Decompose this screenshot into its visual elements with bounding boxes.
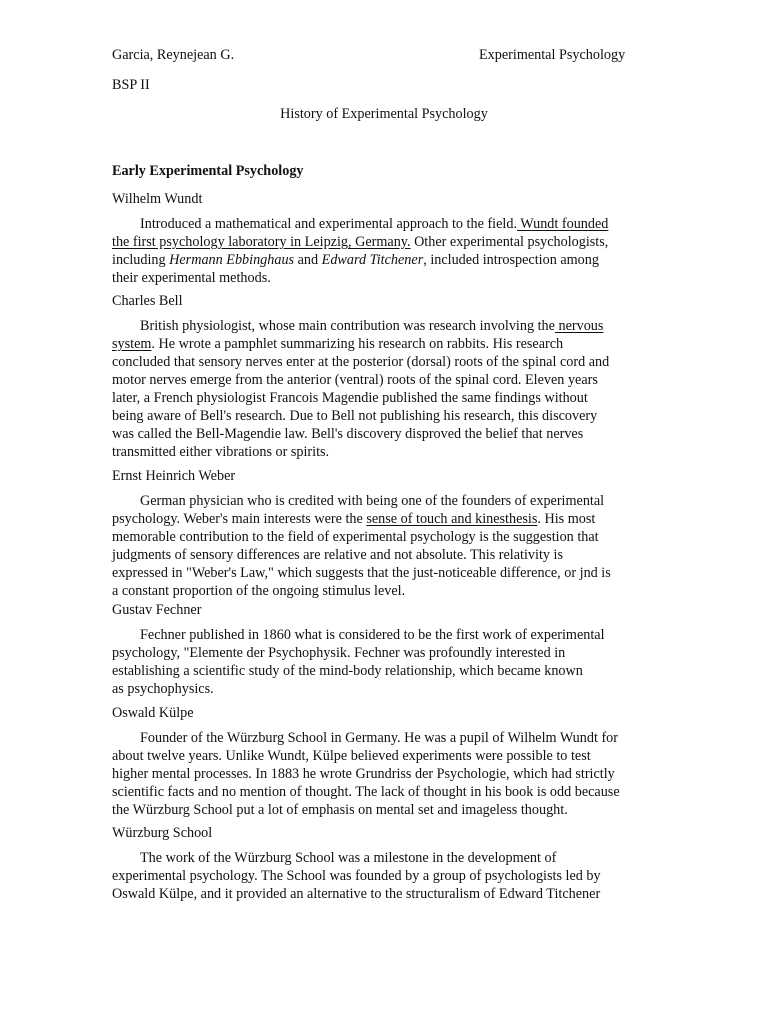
paragraph-line: expressed in "Weber's Law," which suggests that the just-noticeable difference, or jnd is — [112, 565, 611, 581]
paragraph-line: transmitted either vibrations or spirits. — [112, 444, 330, 460]
entry-paragraph-wundt — [112, 215, 657, 287]
paragraph-line: scientific facts and no mention of thought. The lack of thought in his book is odd because — [112, 784, 620, 800]
paragraph-line: concluded that sensory nerves enter at the posterior (dorsal) roots of the spinal cord and — [112, 354, 610, 370]
entry-paragraph-weber — [112, 492, 657, 600]
entry-paragraph-wurzburg — [112, 849, 657, 903]
paragraph-line: British physiologist, whose main contribution was research involving the nervous — [140, 318, 604, 334]
entry-paragraph-kulpe — [112, 729, 657, 819]
paragraph-line: experimental psychology. The School was founded by a group of psychologists led by — [112, 868, 601, 884]
paragraph-line: was called the Bell-Magendie law. Bell's discovery disproved the belief that nerves — [112, 426, 584, 442]
document-title: History of Experimental Psychology — [280, 106, 488, 122]
paragraph-line: Introduced a mathematical and experimental approach to the field. Wundt founded — [140, 216, 609, 232]
author-name: Garcia, Reynejean G. — [112, 47, 235, 63]
paragraph-line: being aware of Bell's research. Due to Bell not publishing his research, this discovery — [112, 408, 598, 424]
paragraph-line: the first psychology laboratory in Leipzig, Germany. Other experimental psychologists, — [112, 234, 609, 250]
paragraph-line: judgments of sensory differences are relative and not absolute. This relativity is — [112, 547, 563, 563]
paragraph-line: Founder of the Würzburg School in Germany. He was a pupil of Wilhelm Wundt for — [140, 730, 618, 746]
paragraph-line: German physician who is credited with being one of the founders of experimental — [140, 493, 605, 509]
paragraph-line: their experimental methods. — [112, 270, 271, 286]
paragraph-line: later, a French physiologist Francois Magendie published the same findings without — [112, 390, 588, 406]
section-heading: Early Experimental Psychology — [112, 163, 304, 179]
entry-name-weber: Ernst Heinrich Weber — [112, 468, 236, 484]
paragraph-line: including Hermann Ebbinghaus and Edward Titchener, included introspection among — [112, 252, 599, 268]
subject-name: Experimental Psychology — [479, 47, 626, 63]
paragraph-line: system. He wrote a pamphlet summarizing his research on rabbits. His research — [112, 336, 564, 352]
entry-name-bell: Charles Bell — [112, 293, 183, 309]
course-label: BSP II — [112, 77, 150, 93]
entry-paragraph-bell — [112, 317, 657, 461]
paragraph-line: higher mental processes. In 1883 he wrote Grundriss der Psychologie, which had strictly — [112, 766, 615, 782]
entry-name-fechner: Gustav Fechner — [112, 602, 202, 618]
paragraph-line: Fechner published in 1860 what is considered to be the first work of experimental — [140, 627, 605, 643]
entry-name-kulpe: Oswald Külpe — [112, 705, 194, 721]
entry-name-wurzburg: Würzburg School — [112, 825, 213, 841]
paragraph-line: the Würzburg School put a lot of emphasis on mental set and imageless thought. — [112, 802, 568, 818]
paragraph-line: establishing a scientific study of the mind-body relationship, which became known — [112, 663, 583, 679]
paragraph-line: memorable contribution to the field of experimental psychology is the suggestion that — [112, 529, 599, 545]
paragraph-line: a constant proportion of the ongoing stimulus level. — [112, 583, 406, 599]
paragraph-line: The work of the Würzburg School was a milestone in the development of — [140, 850, 557, 866]
paragraph-line: psychology, "Elemente der Psychophysik. Fechner was profoundly interested in — [112, 645, 566, 661]
paragraph-line: psychology. Weber's main interests were the sense of touch and kinesthesis. His most — [112, 511, 596, 527]
paragraph-line: motor nerves emerge from the anterior (ventral) roots of the spinal cord. Eleven years — [112, 372, 598, 388]
paragraph-line: Oswald Külpe, and it provided an alternative to the structuralism of Edward Titchener — [112, 886, 601, 902]
paragraph-line: about twelve years. Unlike Wundt, Külpe believed experiments were possible to test — [112, 748, 591, 764]
entry-paragraph-fechner — [112, 626, 657, 698]
entry-name-wundt: Wilhelm Wundt — [112, 191, 203, 207]
paragraph-line: as psychophysics. — [112, 681, 214, 697]
